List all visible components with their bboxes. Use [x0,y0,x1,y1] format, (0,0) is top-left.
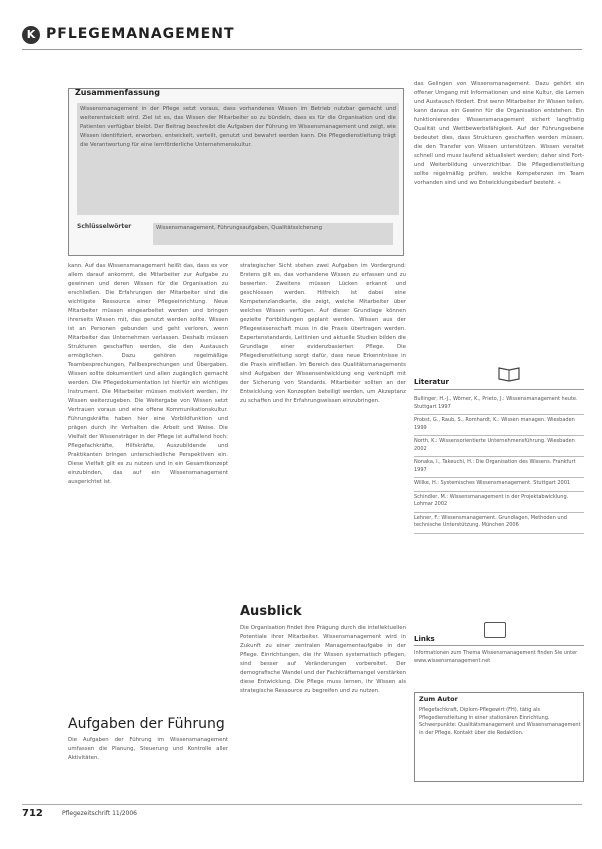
page-header [22,24,582,50]
link-icon [484,622,506,638]
column-1-bottom-text: Die Aufgaben der Führung im Wissensmanagement umfassen die Planung, Steuerung und Kontrolle aller Aktivitäten. [68,737,228,761]
literature-title: Literatur [414,378,449,386]
summary-body: Wissensmanagement in der Pflege setzt voraus, dass vorhandenes Wissen im Betrieb nutzbar gemacht und weiterentwickelt wird. Ziel ist es, das Wissen der Mitarbeiter so zu bündeln, dass es für die Organisation und die Patienten verfügbar bleibt. Der Beitrag beschreibt die Aufgaben der Führung im Wissensmanagement und zeigt, wie Wissen identifiziert, erworben, entwickelt, verteilt, genutzt und bewahrt werden kann. Die Pflegedienstleitung trägt die Verantwortung für eine lernförderliche Unternehmenskultur. [77,103,399,215]
right-column-top-text: das Gelingen von Wissensmanagement. Dazu gehört ein offener Umgang mit Informationen und eine Kultur, die Lernen und Austausch fördert. Erst wenn Mitarbeiter ihr Wissen teilen, kann daraus ein Gewinn für die Organisation entstehen. Ein funktionierendes Wissensmanagement sichert langfristig Qualität und Wettbewerbsfähigkeit. Auf der Führungsebene bedeutet dies, dass Strukturen geschaffen werden müssen, die den Transfer von Wissen unterstützen. Wissen veraltet schnell und muss laufend aktualisiert werden; daher sind Fort- und Weiterbildung unverzichtbar. Die Pflegedienstleitung sollte regelmäßig prüfen, welche Kompetenzen im Team vorhanden sind und wo Entwicklungsbedarf besteht. « [414,81,584,186]
column-2-text: strategischer Sicht stehen zwei Aufgaben im Vordergrund: Erstens gilt es, das vorhandene Wissen zu erfassen und zu bewerten. Zweitens müssen Lücken erkannt und geschlossen werden. Hilfreich ist dabei eine Kompetenzlandkarte, die zeigt, welche Mitarbeiter über welches Wissen verfügen. Auf dieser Grundlage können gezielte Fortbildungen geplant werden. Wissen aus der Pflegewissenschaft muss in die Praxis übertragen werden. Expertenstandards, Leitlinien und aktuelle Studien bilden die Grundlage einer evidenzbasierten Pflege. Die Pflegedienstleitung sorgt dafür, dass neue Erkenntnisse in die Praxis einfließen. Im Bereich des Qualitätsmanagements sind Aufgaben der Wissensentwicklung eng verknüpft mit der Sicherung von Standards. Mitarbeiter sollten an der Entwicklung von Konzepten beteiligt werden, um Akzeptanz zu schaffen und ihr Erfahrungswissen einzubringen. [240,263,406,404]
literature-item: Willke, H.: Systemisches Wissensmanagement. Stuttgart 2001 [414,478,584,492]
summary-title: Zusammenfassung [75,88,160,97]
literature-header [414,376,584,390]
section-title: PFLEGEMANAGEMENT [46,26,235,42]
literature-item: Nonaka, I., Takeuchi, H.: Die Organisation des Wissens. Frankfurt 1997 [414,457,584,478]
links-header [414,634,584,646]
heading-aufgaben: Aufgaben der Führung [68,716,225,732]
literature-item: Schindler, M.: Wissensmanagement in der Projektabwicklung. Lohmar 2002 [414,492,584,513]
page-footer [22,804,582,820]
summary-box [68,88,404,256]
section-logo-icon: K [22,26,40,44]
keywords-label: Schlüsselwörter [77,223,132,230]
publication-name: Pflegezeitschrift 11/2006 [62,810,138,817]
heading-ausblick: Ausblick [240,604,302,619]
author-title: Zum Autor [419,695,458,703]
column-1-text: kann. Auf das Wissensmanagement heißt das, dass es vor allem darauf ankommt, die Mitarbeiter zur Aufgabe zu gewinnen und deren Wissen für die Organisation zu erschließen. Die Erfahrungen der Mitarbeiter sind die wichtigste Ressource einer Pflegeeinrichtung. Neue Mitarbeiter müssen eingearbeitet werden und bringen ihrerseits Wissen mit, das genutzt werden sollte. Wissen ist an Personen gebunden und geht verloren, wenn Mitarbeiter das Unternehmen verlassen. Deshalb müssen Strukturen geschaffen werden, die den Austausch ermöglichen. Dazu gehören regelmäßige Teambesprechungen, Fallbesprechungen und Übergaben. Wissen sollte dokumentiert und allen zugänglich gemacht werden. Die Pflegedokumentation ist hierfür ein wichtiges Instrument. Die Mitarbeiter müssen motiviert werden, ihr Wissen weiterzugeben. Die Weitergabe von Wissen setzt Vertrauen voraus und eine offene Kommunikationskultur. Führungskräfte haben hier eine Vorbildfunktion und prägen durch ihr Verhalten die Arbeit und Weise. Die Vielfalt der Wissensträger in der Pflege ist auffallend hoch: Pflegefachkräfte, Hilfskräfte, Auszubildende und Praktikanten bringen unterschiedliche Perspektiven ein. Diese Vielfalt gilt es zu nutzen und in ein Gesamtkonzept einzubinden, das auf ein Wissensmanagement ausgerichtet ist. [68,263,228,485]
page-number: 712 [22,808,43,819]
literature-item: North, K.: Wissensorientierte Unternehmensführung. Wiesbaden 2002 [414,436,584,457]
literature-item: Lehner, F.: Wissensmanagement. Grundlagen, Methoden und technische Unterstützung. München 2006 [414,513,584,534]
literature-item: Bullinger, H.-J., Wörner, K., Prieto, J.: Wissensmanagement heute. Stuttgart 1997 [414,394,584,415]
author-body: Pflegefachkraft, Diplom-Pflegewirt (FH), tätig als Pflegedienstleitung in einer stationären Einrichtung. Schwerpunkte: Qualitätsmanagement und Wissensmanagement in der Pflege. Kontakt über die Redaktion. [419,707,581,736]
open-book-icon [498,364,520,382]
keywords: Wissensmanagement, Führungsaufgaben, Qualitätssicherung [153,223,393,245]
column-2-bottom-text: Die Organisation findet ihre Prägung durch die intellektuellen Potentiale ihrer Mitarbeiter. Wissensmanagement wird in Zukunft zu einer zentralen Managementaufgabe in der Pflege. Einrichtungen, die ihr Wissen systematisch pflegen, sind besser auf Veränderungen vorbereitet. Der demografische Wandel und der Fachkräftemangel verstärken diese Entwicklung. Die Pflege muss lernen, ihr Wissen als strategische Ressource zu begreifen und zu nutzen. [240,625,406,694]
author-box [414,692,584,782]
literature-list [414,394,584,534]
literature-item: Probst, G., Raub, S., Romhardt, K.: Wissen managen. Wiesbaden 1999 [414,415,584,436]
links-title: Links [414,635,435,643]
links-text: Informationen zum Thema Wissensmanagement finden Sie unter www.wissensmanagement.net [414,650,578,664]
